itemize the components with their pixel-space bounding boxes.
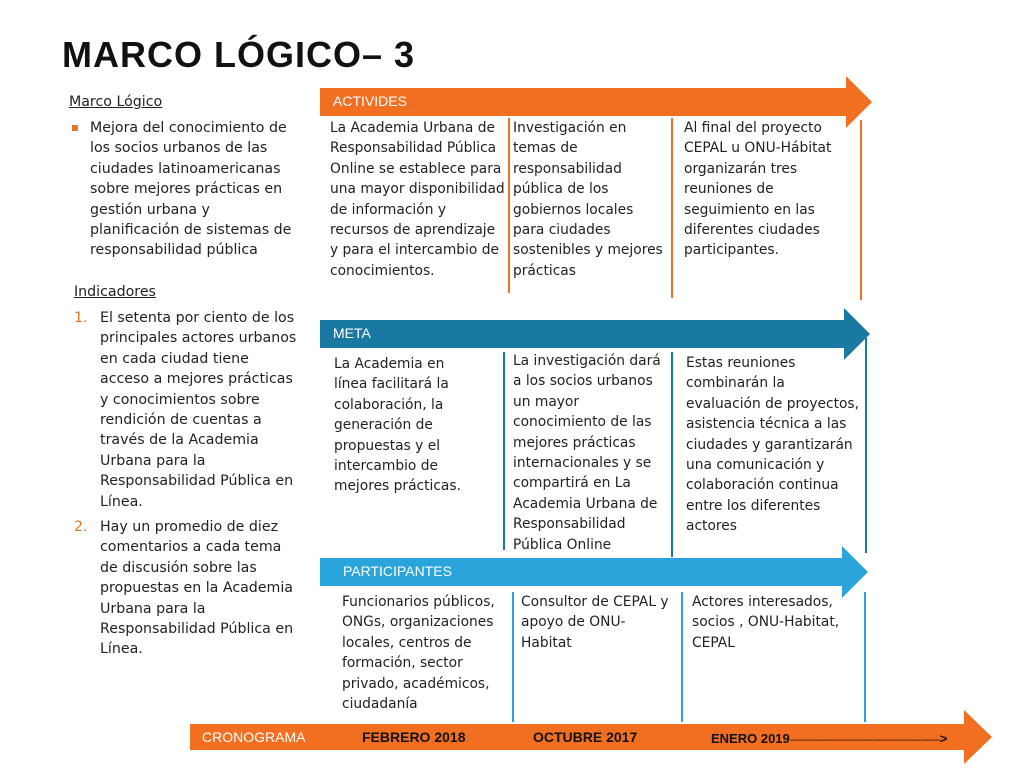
meta-cell: Estas reuniones combinarán la evaluación de proyectos, asistencia técnica a las ciudades y garantizarán una comunicación y colaboración continua entre los diferentes actores: [686, 355, 859, 535]
timeline-end-arrow: >: [939, 731, 948, 746]
actividades-cell: La Academia Urbana de Responsabilidad Pública Online se establece para una mayor disponibilidad de información y recursos de aprendizaje y para el intercambio de conocimientos.: [330, 120, 505, 279]
marco-logico-heading: Marco Lógico: [69, 94, 163, 110]
participantes-label: PARTICIPANTES: [343, 563, 452, 579]
page-title: MARCO LÓGICO– 3: [62, 34, 416, 75]
timeline-date: FEBRERO 2018: [362, 729, 466, 745]
actividades-cell: Al final del proyecto CEPAL u ONU-Hábitat organizarán tres reuniones de seguimiento en las diferentes ciudades participantes.: [684, 120, 832, 259]
participantes-cell: Funcionarios públicos, ONGs, organizaciones locales, centros de formación, sector privado, académicos, ciudadanía: [342, 594, 495, 713]
timeline-end: [711, 731, 947, 746]
actividades-cell: Investigación en temas de responsabilidad pública de los gobiernos locales para ciudades sostenibles y mejores prácticas: [513, 120, 663, 279]
cronograma-label: CRONOGRAMA: [202, 729, 306, 745]
meta-cell: La investigación dará a los socios urbanos un mayor conocimiento de las mejores prácticas internacionales y se compartirá en La Academia Urbana de Responsabilidad Pública Online: [513, 353, 661, 553]
meta-cell: La Academia en línea facilitará la colaboración, la generación de propuestas y el intercambio de mejores prácticas.: [334, 356, 461, 495]
indicador-number: 2.: [74, 519, 88, 535]
divider-line: [512, 592, 514, 722]
divider-line: [864, 592, 866, 722]
divider-line: [671, 118, 673, 298]
indicador-text: Hay un promedio de diez comentarios a cada tema de discusión sobre las propuestas en la Academia Urbana para la Responsabilidad Pública en Línea.: [100, 519, 294, 658]
timeline-date: ENERO 2019: [711, 731, 790, 746]
participantes-cell: Consultor de CEPAL y apoyo de ONU-Habitat: [521, 594, 669, 651]
divider-line: [865, 338, 867, 553]
divider-line: [671, 352, 673, 557]
divider-line: [860, 120, 862, 300]
indicador-number: 1.: [74, 310, 88, 326]
divider-line: [508, 118, 510, 293]
timeline-dashes: -----------------------------------------------------: [789, 735, 940, 746]
divider-line: [503, 352, 505, 550]
meta-label: META: [333, 325, 371, 341]
participantes-cell: Actores interesados, socios , ONU-Habitat, CEPAL: [692, 594, 840, 651]
marco-logico-bullet-text: Mejora del conocimiento de los socios urbanos de las ciudades latinoamericanas sobre mejores prácticas en gestión urbana y planificación de sistemas de responsabilidad pública: [90, 120, 292, 259]
indicador-text: El setenta por ciento de los principales actores urbanos en cada ciudad tiene acceso a mejores prácticas y conocimientos sobre rendición de cuentas a través de la Academia Urbana para la Responsabilidad Pública en Línea.: [100, 310, 297, 510]
divider-line: [681, 592, 683, 722]
timeline-date: OCTUBRE 2017: [533, 729, 638, 745]
actividades-label: ACTIVIDES: [333, 93, 407, 109]
indicadores-heading: Indicadores: [74, 284, 156, 300]
